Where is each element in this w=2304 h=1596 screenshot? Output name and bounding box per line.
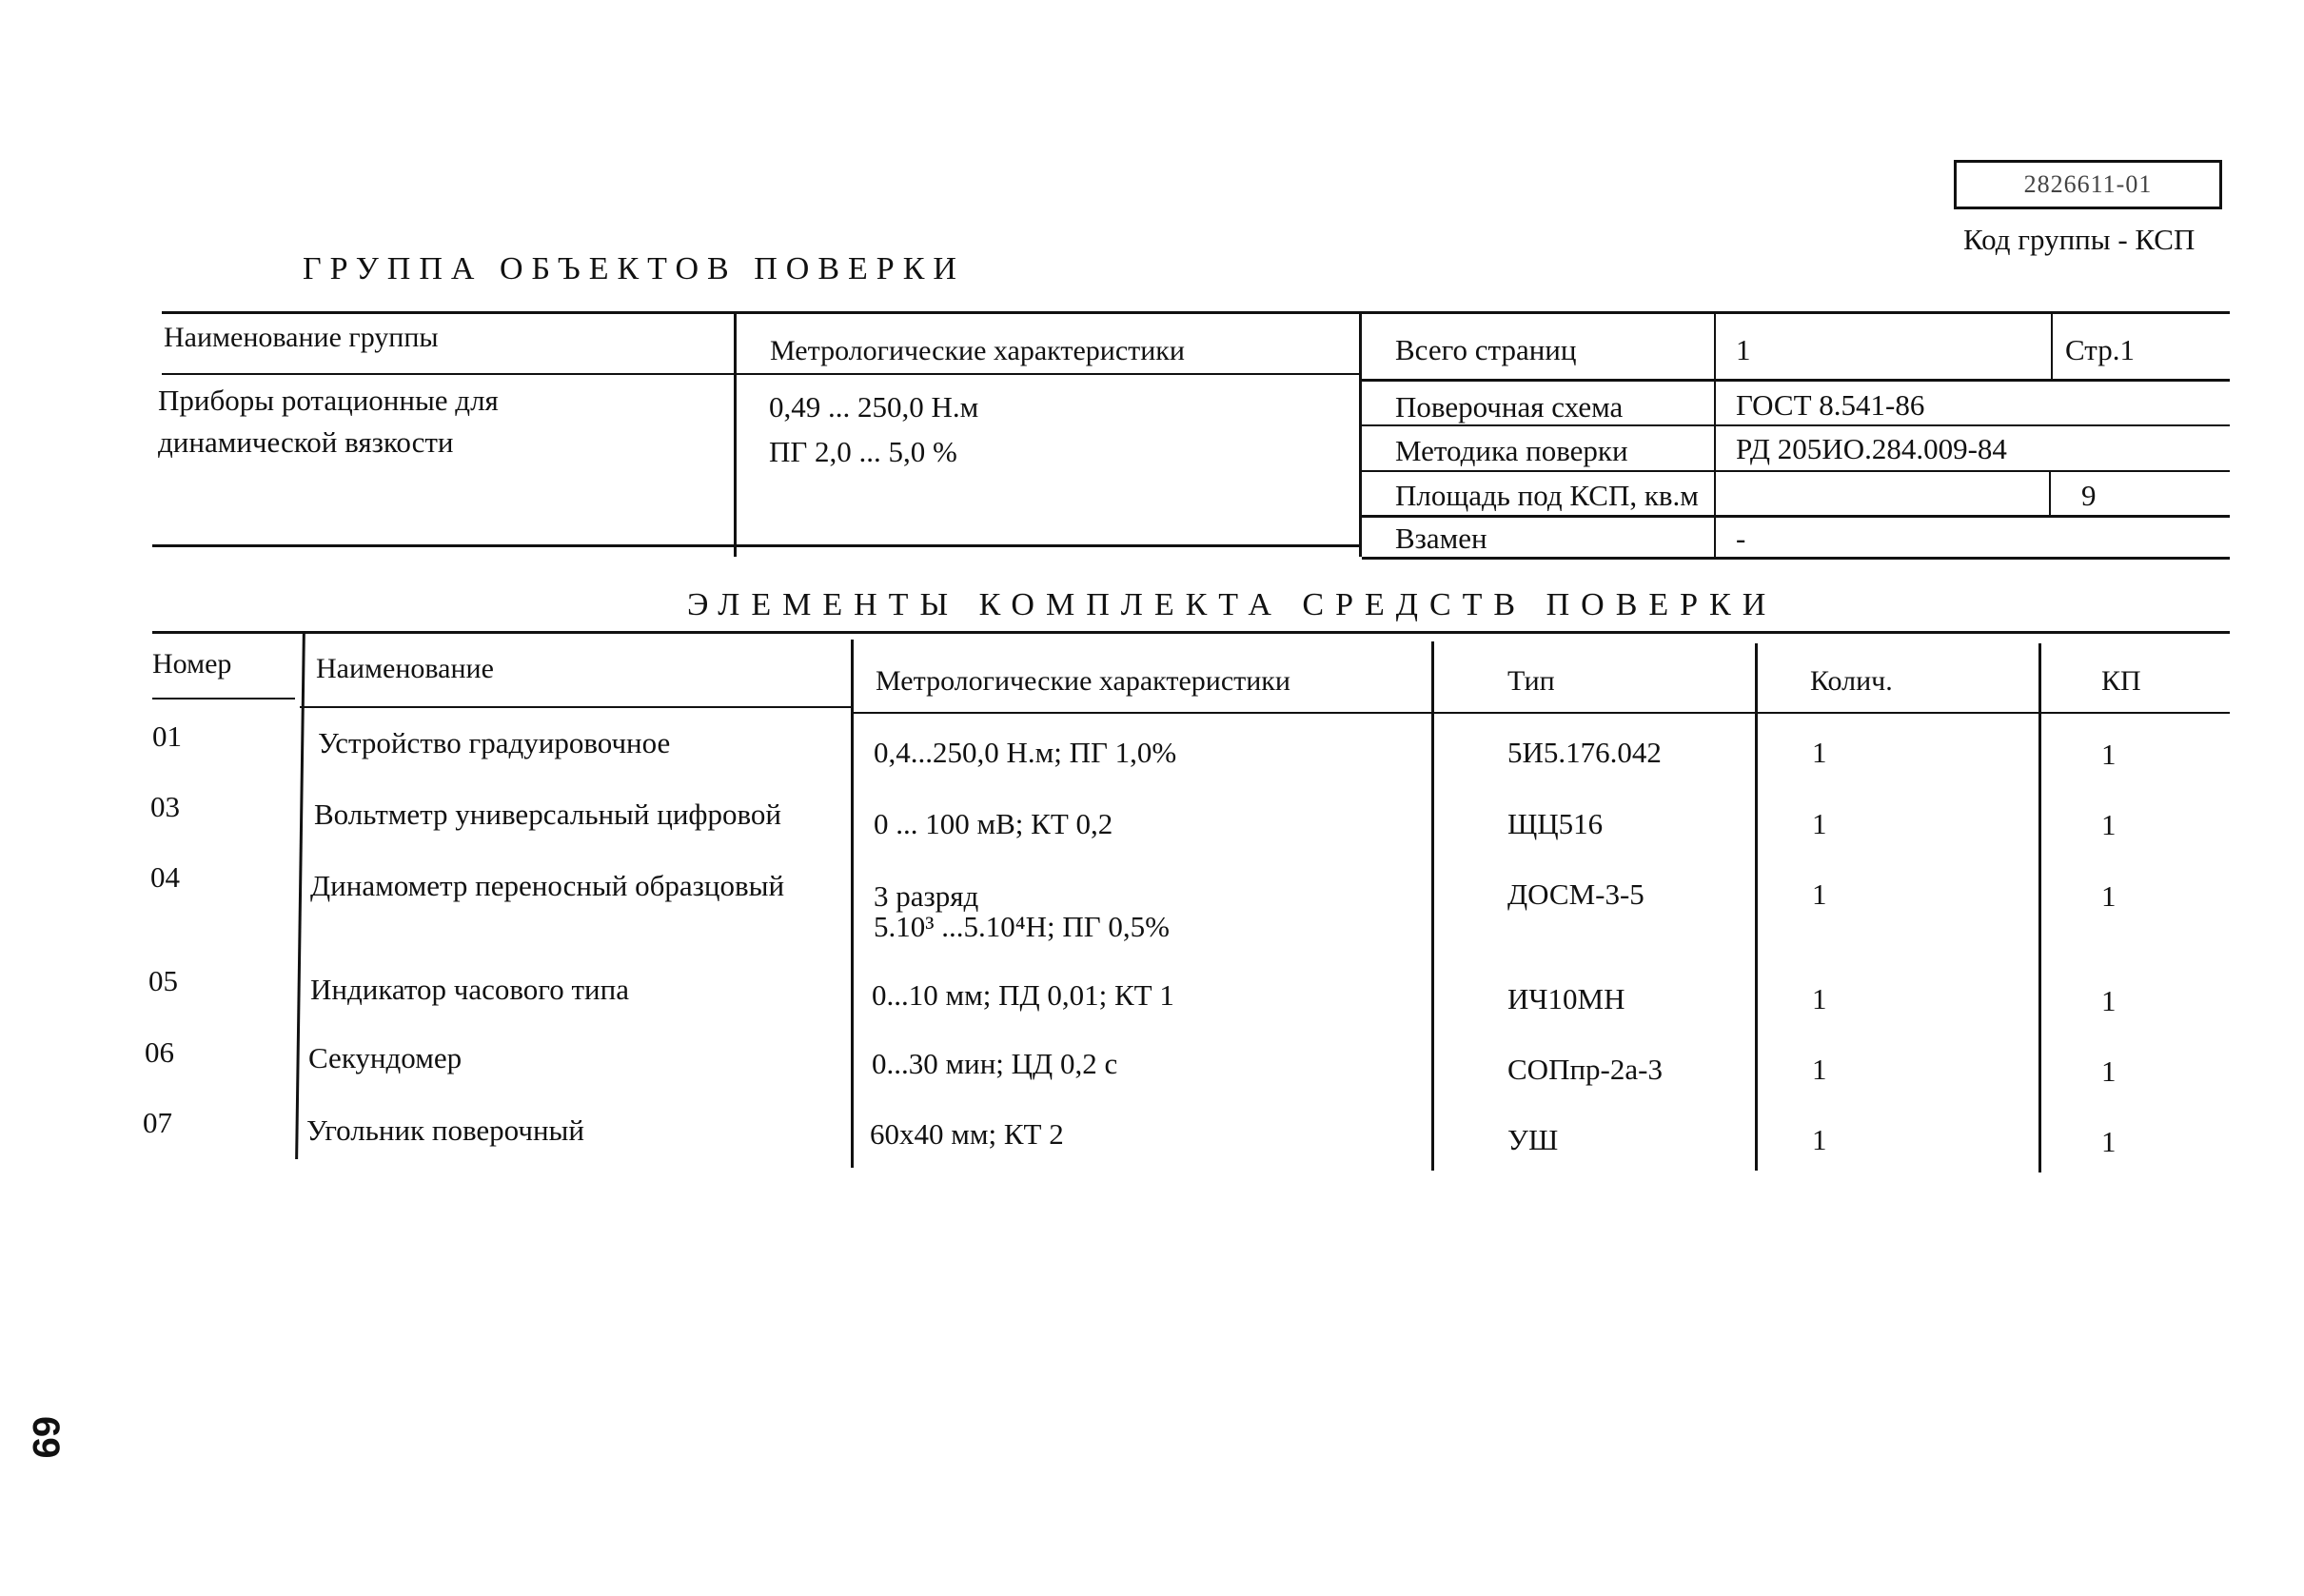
divider: [1431, 641, 1434, 1171]
scheme-label: Поверочная схема: [1395, 390, 1624, 424]
row-kp: 1: [2101, 738, 2117, 771]
row-kp: 1: [2101, 984, 2117, 1017]
row-type: ДОСМ-3-5: [1507, 877, 1644, 911]
divider: [2049, 470, 2051, 515]
row-name: Устройство градуировочное: [318, 726, 671, 759]
col-header-num: Номер: [152, 648, 232, 680]
area-value: 9: [2081, 479, 2097, 512]
row-kp: 1: [2101, 1054, 2117, 1088]
divider: [1362, 379, 2230, 382]
method-label: Методика поверки: [1395, 434, 1628, 467]
row-metro: 0...30 мин; ЦД 0,2 с: [872, 1047, 1118, 1080]
row-num: 07: [143, 1106, 172, 1139]
replaces-value: -: [1736, 522, 1746, 555]
col-header-metro: Метрологические характеристики: [876, 665, 1290, 697]
row-qty: 1: [1812, 1123, 1827, 1156]
col-header-group-metro: Метрологические характеристики: [770, 335, 1185, 366]
row-name: Угольник поверочный: [306, 1113, 584, 1147]
row-type: ИЧ10МН: [1507, 982, 1625, 1015]
row-kp: 1: [2101, 1125, 2117, 1158]
col-header-kp: КП: [2101, 665, 2141, 697]
method-value: РД 205ИО.284.009-84: [1736, 432, 2007, 465]
total-pages-value: 1: [1736, 333, 1751, 366]
group-metro-line2: ПГ 2,0 ... 5,0 %: [769, 435, 957, 468]
divider: [2051, 311, 2053, 379]
row-kp: 1: [2101, 808, 2117, 841]
divider: [1362, 470, 2230, 472]
group-name-line2: динамической вязкости: [158, 425, 454, 459]
divider: [152, 698, 295, 699]
total-pages-label: Всего страниц: [1395, 333, 1577, 366]
row-name: Индикатор часового типа: [310, 973, 629, 1006]
divider: [152, 544, 1362, 547]
divider: [1362, 424, 2230, 426]
row-qty: 1: [1812, 877, 1827, 911]
divider: [2038, 643, 2041, 1172]
col-header-group-name: Наименование группы: [164, 322, 439, 353]
row-metro: 3 разряд: [874, 879, 979, 913]
divider: [162, 311, 2230, 314]
row-num: 05: [148, 964, 178, 997]
group-title: ГРУППА ОБЪЕКТОВ ПОВЕРКИ: [303, 251, 965, 286]
row-kp: 1: [2101, 879, 2117, 913]
divider: [1359, 311, 1362, 557]
col-header-qty: Колич.: [1810, 665, 1893, 697]
divider: [152, 631, 2230, 634]
replaces-label: Взамен: [1395, 522, 1487, 555]
divider: [300, 706, 852, 708]
divider: [1362, 557, 2230, 560]
row-name: Динамометр переносный образцовый: [310, 869, 785, 902]
row-num: 01: [152, 719, 182, 753]
divider: [1362, 515, 2230, 518]
row-qty: 1: [1812, 807, 1827, 840]
scheme-value: ГОСТ 8.541-86: [1736, 388, 1925, 422]
page-number: 69: [25, 1416, 67, 1459]
group-code-label: Код группы - КСП: [1963, 223, 2196, 256]
row-metro: 60х40 мм; КТ 2: [870, 1117, 1064, 1151]
col-header-name: Наименование: [316, 653, 494, 684]
row-metro-line2: 5.10³ ...5.10⁴Н; ПГ 0,5%: [874, 910, 1170, 943]
row-name: Секундомер: [308, 1041, 463, 1074]
row-name: Вольтметр универсальный цифровой: [314, 798, 782, 831]
divider: [1714, 311, 1716, 557]
group-metro-line1: 0,49 ... 250,0 Н.м: [769, 390, 979, 424]
row-type: ЩЦ516: [1507, 807, 1604, 840]
area-label: Площадь под КСП, кв.м: [1395, 479, 1699, 512]
row-type: 5И5.176.042: [1507, 736, 1662, 769]
page-label: Стр.1: [2065, 333, 2135, 366]
row-type: УШ: [1507, 1123, 1559, 1156]
row-qty: 1: [1812, 982, 1827, 1015]
row-num: 04: [150, 860, 180, 894]
divider: [295, 631, 305, 1159]
row-qty: 1: [1812, 736, 1827, 769]
row-type: СОПпр-2а-3: [1507, 1053, 1663, 1086]
divider: [734, 311, 737, 557]
row-qty: 1: [1812, 1053, 1827, 1086]
col-header-type: Тип: [1507, 665, 1555, 697]
group-name-line1: Приборы ротационные для: [158, 384, 499, 417]
row-num: 06: [145, 1035, 174, 1069]
elements-title: ЭЛЕМЕНТЫ КОМПЛЕКТА СРЕДСТВ ПОВЕРКИ: [687, 587, 1778, 622]
divider: [1755, 643, 1758, 1171]
row-metro: 0 ... 100 мВ; КТ 0,2: [874, 807, 1113, 840]
divider: [162, 373, 1362, 375]
row-num: 03: [150, 790, 180, 823]
row-metro: 0,4...250,0 Н.м; ПГ 1,0%: [874, 736, 1177, 769]
divider: [852, 712, 2230, 714]
document-code: 2826611-01: [1954, 160, 2222, 209]
row-metro: 0...10 мм; ПД 0,01; КТ 1: [872, 978, 1174, 1012]
divider: [851, 640, 854, 1168]
